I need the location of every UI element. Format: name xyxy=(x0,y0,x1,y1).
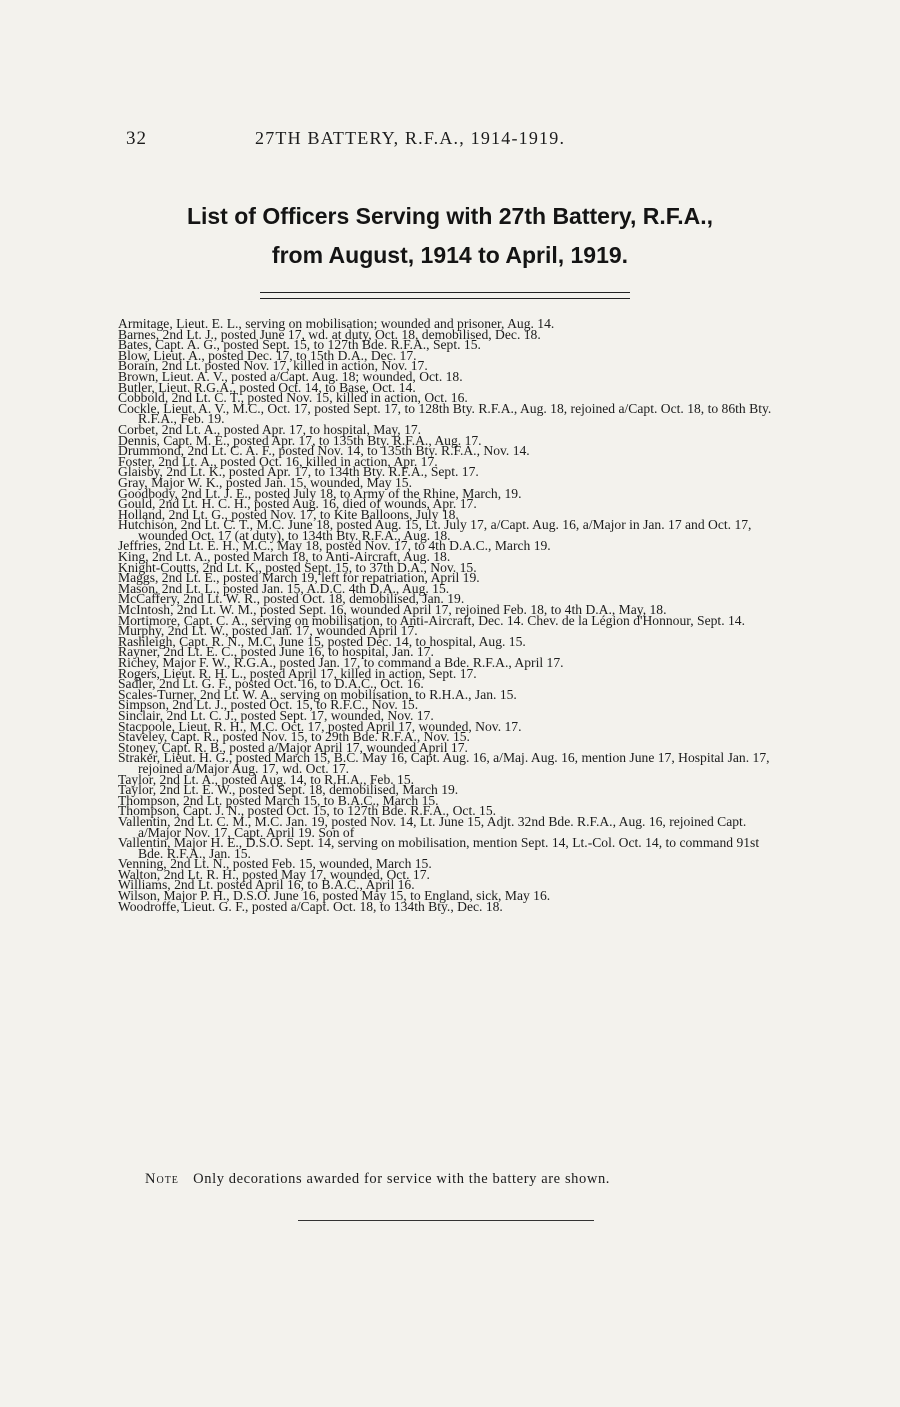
officer-entry: Staveley, Capt. R., posted Nov. 15, to 29th Bde. R.F.A., Nov. 15. xyxy=(118,729,470,745)
title-rule-top xyxy=(260,292,630,293)
officer-entry: Glaisby, 2nd Lt. K., posted Apr. 17, to 134th Bty. R.F.A., Sept. 17. xyxy=(118,464,479,480)
officer-entry: Straker, Lieut. H. G., posted March 15, B.C. May 16, Capt. Aug. 16, a/Maj. Aug. 16, mention June 17, Hospital Jan. 17, rejoined a/Major Aug. 17, wd. Oct. 17. xyxy=(118,750,770,776)
officer-entry: Scales-Turner, 2nd Lt. W. A., serving on mobilisation, to R.H.A., Jan. 15. xyxy=(118,686,517,702)
officer-entry: Armitage, Lieut. E. L., serving on mobilisation; wounded and prisoner, Aug. 14. xyxy=(118,316,555,331)
officer-entry: Mortimore, Capt. C. A., serving on mobilisation, to Anti-Aircraft, Dec. 14. Chev. de la Légion d'Honnour, Sept. 14. xyxy=(118,612,745,628)
officer-entry: Thompson, 2nd Lt. posted March 15, to B.A.C., March 15. xyxy=(118,792,439,808)
officer-entry: Rogers, Lieut. R. H. L., posted April 17, killed in action, Sept. 17. xyxy=(118,665,477,681)
officer-entry: Rashleigh, Capt. R. N., M.C. June 15, posted Dec. 14, to hospital, Aug. 15. xyxy=(118,633,526,649)
officer-entry: King, 2nd Lt. A., posted March 18, to Anti-Aircraft, Aug. 18. xyxy=(118,549,451,565)
bottom-rule xyxy=(298,1220,594,1221)
officer-entry: Taylor, 2nd Lt. A., posted Aug. 14, to R.H.A., Feb. 15. xyxy=(118,771,415,787)
officer-entry: Woodroffe, Lieut. G. F., posted a/Capt. Oct. 18, to 134th Bty., Dec. 18. xyxy=(118,898,503,914)
footnote xyxy=(145,1171,610,1188)
officer-list xyxy=(118,316,773,914)
officer-entry: Cockle, Lieut. A. V., M.C., Oct. 17, posted Sept. 17, to 128th Bty. R.F.A., Aug. 18, rejoined a/Capt. Oct. 18, to 86th Bty. R.F.A., Feb. 19. xyxy=(118,400,772,427)
officer-entry: Maggs, 2nd Lt. E., posted March 19, left for repatriation, April 19. xyxy=(118,570,480,586)
officer-entry: Simpson, 2nd Lt. J., posted Oct. 15, to R.F.C., Nov. 15. xyxy=(118,697,419,713)
officer-entry: Holland, 2nd Lt. G., posted Nov. 17, to Kite Balloons, July 18. xyxy=(118,506,459,522)
officer-entry: Murphy, 2nd Lt. W., posted Jan. 17, wounded April 17. xyxy=(118,623,418,639)
officer-entry: Gray, Major W. K., posted Jan. 15, wounded, May 15. xyxy=(118,474,412,490)
officer-entry: Taylor, 2nd Lt. E. W., posted Sept. 18, demobilised, March 19. xyxy=(118,782,459,798)
page-number: 32 xyxy=(126,128,147,149)
running-head: 27TH BATTERY, R.F.A., 1914-1919. xyxy=(255,128,566,148)
officer-entry: Richey, Major F. W., R.G.A., posted Jan. 17, to command a Bde. R.F.A., April 17. xyxy=(118,655,564,670)
officer-entry: Rayner, 2nd Lt. E. C., posted June 16, to hospital, Jan. 17. xyxy=(118,644,434,660)
officer-entry: Borain, 2nd Lt. posted Nov. 17, killed in action, Nov. 17. xyxy=(118,358,428,374)
footnote-label: Note xyxy=(145,1171,179,1187)
officer-entry: Bates, Capt. A. G., posted Sept. 15, to 127th Bde. R.F.A., Sept. 15. xyxy=(118,337,481,353)
officer-entry: Blow, Lieut. A., posted Dec. 17, to 15th D.A., Dec. 17. xyxy=(118,347,417,363)
officer-entry: Sadler, 2nd Lt. G. F., posted Oct. 16, to D.A.C., Oct. 16. xyxy=(118,676,424,692)
officer-entry: Dennis, Capt. M. E., posted Apr. 17, to 135th Bty. R.F.A., Aug. 17. xyxy=(118,432,482,448)
footnote-text: Only decorations awarded for service with the battery are shown. xyxy=(193,1171,611,1187)
officer-entry: Gould, 2nd Lt. H. C. H., posted Aug. 16, died of wounds, Apr. 17. xyxy=(118,496,477,512)
officer-entry: Vallentin, Major H. E., D.S.O. Sept. 14, serving on mobilisation, mention Sept. 14, Lt.-Col. Oct. 14, to command 91st Bde. R.F.A., Jan. 15. xyxy=(118,835,760,861)
officer-entry: Sinclair, 2nd Lt. C. J., posted Sept. 17, wounded, Nov. 17. xyxy=(118,707,434,723)
officer-entry: Williams, 2nd Lt. posted April 16, to B.A.C., April 16. xyxy=(118,877,415,893)
officer-entry: Corbet, 2nd Lt. A., posted Apr. 17, to hospital, May, 17. xyxy=(118,421,422,437)
page-title-line-2: from August, 1914 to April, 1919. xyxy=(271,242,629,268)
officer-entry: Hutchison, 2nd Lt. C. T., M.C. June 18, posted Aug. 15, Lt. July 17, a/Capt. Aug. 16, a/Major in Jan. 17 and Oct. 17, wounded Oct. 17 (at duty), to 134th Bty. R.F.A., Aug. 18. xyxy=(118,517,752,543)
title-rule-bottom xyxy=(260,298,630,299)
officer-entry: Thompson, Capt. J. N., posted Oct. 15, to 127th Bde. R.F.A., Oct. 15. xyxy=(118,803,497,819)
officer-entry: Jeffries, 2nd Lt. E. H., M.C., May 18, posted Nov. 17, to 4th D.A.C., March 19. xyxy=(118,538,551,554)
page-title-line-1: List of Officers Serving with 27th Battery, R.F.A., xyxy=(186,203,714,229)
officer-entry: Mason, 2nd Lt. L., posted Jan. 15, A.D.C. 4th D.A., Aug. 15. xyxy=(118,580,450,596)
officer-entry: Vallentin, 2nd Lt. C. M., M.C. Jan. 19, posted Nov. 14, Lt. June 15, Adjt. 32nd Bde. R.F.A., Aug. 16, rejoined Capt. a/Major Nov. 17, Capt. April 19. Son of xyxy=(118,813,747,840)
officer-entry: Venning, 2nd Lt. N., posted Feb. 15, wounded, March 15. xyxy=(118,856,432,872)
officer-entry: Goodbody, 2nd Lt. J. E., posted July 18, to Army of the Rhine, March, 19. xyxy=(118,485,522,501)
officer-entry: Cobbold, 2nd Lt. C. T., posted Nov. 15, killed in action, Oct. 16. xyxy=(118,390,468,406)
officer-entry: Stacpoole, Lieut. R. H., M.C. Oct. 17, posted April 17, wounded, Nov. 17. xyxy=(118,718,522,734)
officer-entry: Wilson, Major P. H., D.S.O. June 16, posted May 15, to England, sick, May 16. xyxy=(118,888,551,904)
officer-entry: Foster, 2nd Lt. A., posted Oct. 16, killed in action, Apr. 17. xyxy=(118,453,438,469)
officer-entry: Knight-Coutts, 2nd Lt. K., posted Sept. 15, to 37th D.A., Nov. 15. xyxy=(118,559,477,575)
officer-entry: McIntosh, 2nd Lt. W. M., posted Sept. 16, wounded April 17, rejoined Feb. 18, to 4th D.A., May, 18. xyxy=(118,602,667,618)
officer-entry: Butler, Lieut. R.G.A., posted Oct. 14, to Base, Oct. 14. xyxy=(118,379,416,395)
officer-entry: Drummond, 2nd Lt. C. A. F., posted Nov. 14, to 135th Bty. R.F.A., Nov. 14. xyxy=(118,443,530,459)
officer-entry: McCaffery, 2nd Lt. W. R., posted Oct. 18, demobilised, Jan. 19. xyxy=(118,591,465,607)
officer-entry: Barnes, 2nd Lt. J., posted June 17, wd. at duty, Oct. 18, demobilised, Dec. 18. xyxy=(118,326,541,342)
officer-entry: Brown, Lieut. A. V., posted a/Capt. Aug. 18; wounded, Oct. 18. xyxy=(118,368,463,384)
officer-entry: Walton, 2nd Lt. R. H., posted May 17, wounded, Oct. 17. xyxy=(118,866,430,882)
officer-entry: Stoney, Capt. R. B., posted a/Major April 17, wounded April 17. xyxy=(118,739,468,755)
